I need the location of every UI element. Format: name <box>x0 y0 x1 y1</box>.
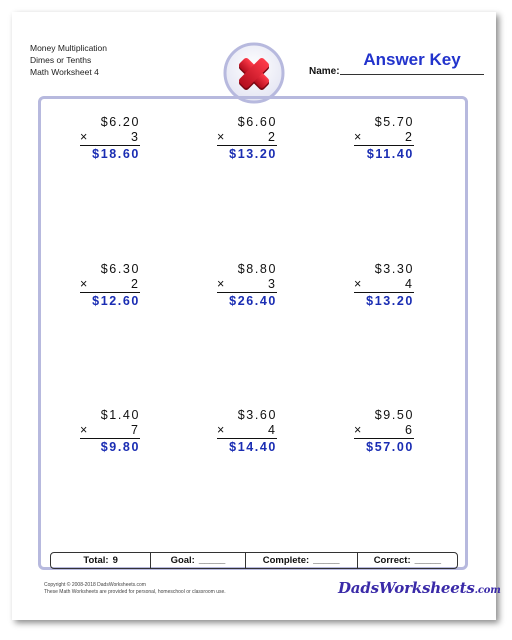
problem-5 <box>217 262 277 309</box>
logo-text: DadsWorksheets <box>338 579 475 597</box>
multiplicand: $3.60 <box>237 408 277 422</box>
site-logo <box>338 579 501 597</box>
copyright-notice <box>44 582 226 596</box>
product-answer: $14.40 <box>229 440 277 454</box>
title-line-2: Dimes or Tenths <box>30 55 92 65</box>
worksheet-title <box>30 42 107 78</box>
multiplier: 7 <box>131 423 138 437</box>
multiplicand: $6.60 <box>237 115 277 129</box>
product-answer: $12.60 <box>92 294 140 308</box>
correct-cell <box>358 553 457 568</box>
name-label: Name: <box>309 66 340 77</box>
multiplier: 2 <box>405 130 412 144</box>
name-line <box>340 74 484 75</box>
logo-suffix: .com <box>474 585 501 596</box>
goal-cell <box>151 553 245 568</box>
multiplicand: $3.30 <box>374 262 414 276</box>
product-answer: $13.20 <box>229 147 277 161</box>
score-summary <box>50 552 458 569</box>
product-answer: $9.80 <box>100 440 140 454</box>
total-label: Total: <box>83 555 109 566</box>
product-answer: $13.20 <box>366 294 414 308</box>
multiply-sign: × <box>217 130 225 144</box>
product-answer: $18.60 <box>92 147 140 161</box>
answer-key-label: Answer Key <box>363 50 461 69</box>
usage-line: These Math Worksheets are provided for personal, homeschool or classroom use. <box>44 589 226 595</box>
correct-blank: _____ <box>414 555 442 566</box>
multiplier: 2 <box>268 130 275 144</box>
multiplier: 6 <box>405 423 412 437</box>
multiply-sign: × <box>80 277 88 291</box>
problem-1 <box>80 115 140 162</box>
goal-label: Goal: <box>170 555 195 566</box>
title-line-3: Math Worksheet 4 <box>30 67 99 77</box>
multiply-sign: × <box>217 277 225 291</box>
multiplicand: $5.70 <box>374 115 414 129</box>
red-x-icon <box>223 42 285 104</box>
complete-label: Complete: <box>262 555 310 566</box>
problem-8 <box>217 408 277 455</box>
multiplier: 4 <box>268 423 275 437</box>
product-answer: $11.40 <box>366 147 414 161</box>
complete-cell <box>246 553 358 568</box>
title-line-1: Money Multiplication <box>30 43 108 53</box>
multiply-sign: × <box>354 130 362 144</box>
multiply-sign: × <box>217 423 225 437</box>
multiplicand: $1.40 <box>100 408 140 422</box>
multiply-sign: × <box>80 130 88 144</box>
problem-9 <box>354 408 414 455</box>
correct-label: Correct: <box>373 555 411 566</box>
multiplier: 3 <box>268 277 275 291</box>
multiplicand: $6.30 <box>100 262 140 276</box>
problem-2 <box>217 115 277 162</box>
multiplier: 4 <box>405 277 412 291</box>
goal-blank: _____ <box>198 555 226 566</box>
problem-4 <box>80 262 140 309</box>
product-answer: $57.00 <box>366 440 414 454</box>
multiplicand: $9.50 <box>374 408 414 422</box>
complete-blank: _____ <box>313 555 340 566</box>
multiply-sign: × <box>80 423 88 437</box>
multiply-sign: × <box>354 277 362 291</box>
multiplier: 3 <box>131 130 138 144</box>
problem-7 <box>80 408 140 455</box>
multiply-sign: × <box>354 423 362 437</box>
total-value: 9 <box>112 555 118 566</box>
multiplicand: $6.20 <box>100 115 140 129</box>
total-cell <box>51 553 151 568</box>
multiplier: 2 <box>131 277 138 291</box>
multiplicand: $8.80 <box>237 262 277 276</box>
problem-6 <box>354 262 414 309</box>
product-answer: $26.40 <box>229 294 277 308</box>
copyright-line: Copyright © 2008-2018 DadsWorksheets.com <box>44 582 146 588</box>
problem-3 <box>354 115 414 162</box>
problems-frame <box>38 96 468 570</box>
